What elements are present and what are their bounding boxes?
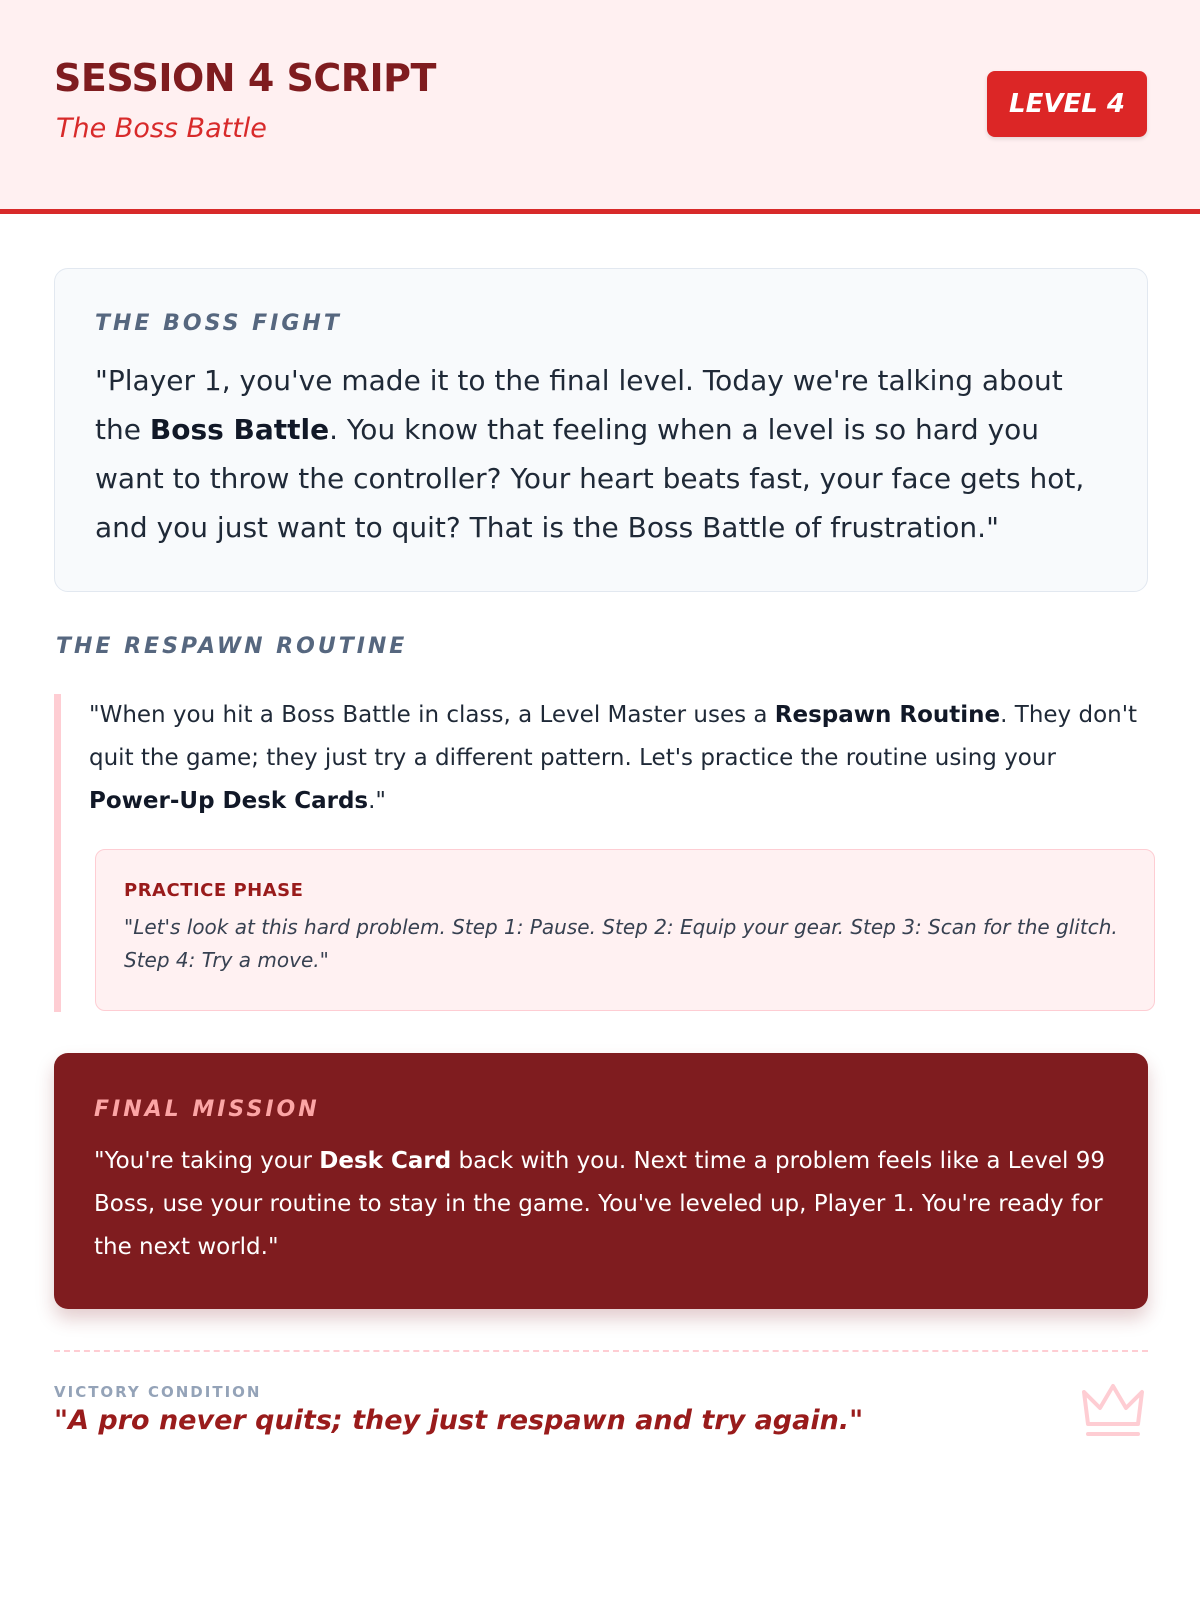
desk-card-term: Desk Card — [319, 1148, 452, 1174]
dashed-divider — [54, 1350, 1148, 1352]
desk-cards-term: Power-Up Desk Cards — [89, 788, 369, 814]
level-badge: LEVEL 4 — [987, 71, 1147, 137]
respawn-routine-label: THE RESPAWN ROUTINE — [56, 634, 408, 659]
final-mission-label: FINAL MISSION — [94, 1097, 320, 1122]
victory-quote: "A pro never quits; they just respawn and try again." — [54, 1405, 864, 1436]
practice-phase-label: PRACTICE PHASE — [124, 880, 304, 901]
practice-phase-box — [95, 849, 1155, 1011]
final-mission-card — [54, 1053, 1148, 1309]
boss-fight-card — [54, 268, 1148, 592]
respawn-routine-block — [54, 694, 1148, 1012]
final-mission-text: "You're taking your Desk Card back with you. Next time a problem feels like a Level 99 Boss, use your routine to stay in the game. You've leveled up, Player 1. You're ready for the next world." — [94, 1148, 1106, 1260]
respawn-routine-term: Respawn Routine — [774, 702, 1001, 728]
victory-condition-label: VICTORY CONDITION — [54, 1383, 262, 1401]
page-title: SESSION 4 SCRIPT — [54, 56, 436, 100]
boss-fight-text: "Player 1, you've made it to the final level. Today we're talking about the Boss Battle. You know that feeling when a level is so hard you want to throw the controller? Your heart beats fast, your face gets hot, and you just want to quit? That is the Boss Battle of frustration." — [95, 364, 1085, 544]
page-subtitle: The Boss Battle — [56, 113, 267, 144]
crown-icon — [1080, 1382, 1146, 1442]
boss-battle-term: Boss Battle — [149, 413, 330, 446]
boss-fight-label: THE BOSS FIGHT — [95, 311, 342, 336]
respawn-routine-text: "When you hit a Boss Battle in class, a Level Master uses a Respawn Routine. They don't quit the game; they just try a different pattern. Let's practice the routine using your Power-Up Desk Cards." — [89, 702, 1138, 814]
practice-phase-text: "Let's look at this hard problem. Step 1: Pause. Step 2: Equip your gear. Step 3: Scan for the glitch. Step 4: Try a move." — [124, 915, 1118, 972]
page-header — [0, 0, 1200, 214]
